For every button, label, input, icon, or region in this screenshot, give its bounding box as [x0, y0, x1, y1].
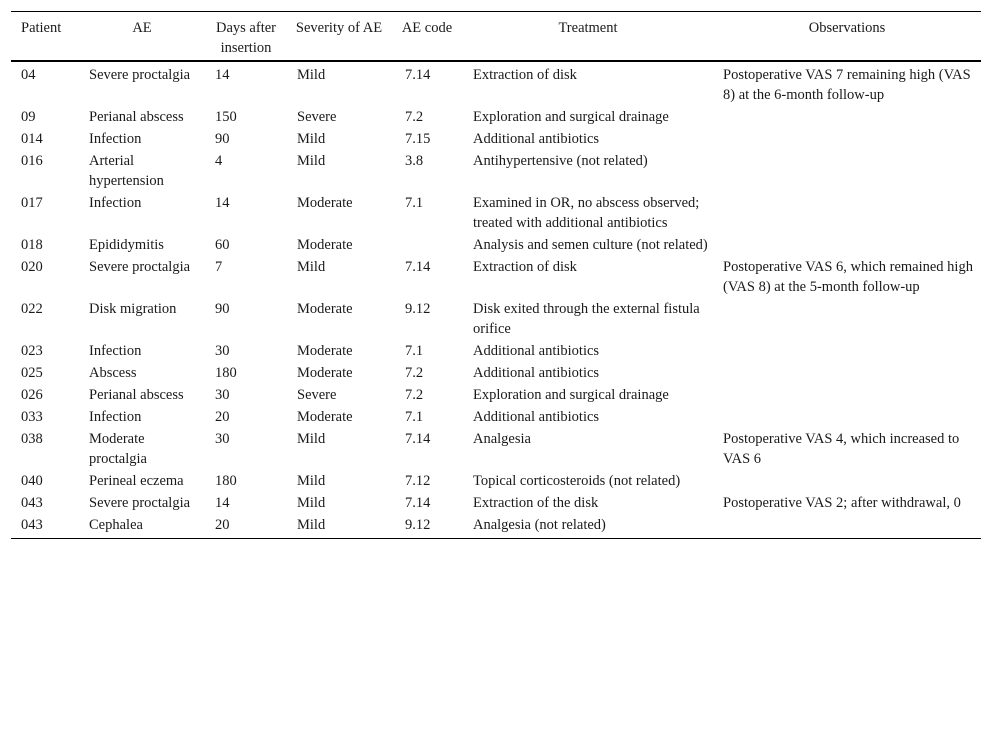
cell-days: 60 [215, 237, 230, 253]
cell-severity: Severe [297, 109, 337, 125]
cell-observations [713, 128, 981, 150]
cell-treatment: Antihypertensive (not related) [473, 153, 648, 169]
table-row [11, 340, 981, 362]
cell-severity: Mild [297, 259, 326, 275]
cell-patient: 043 [21, 495, 43, 511]
cell-treatment: Extraction of the disk [473, 495, 599, 511]
cell-severity: Mild [297, 473, 326, 489]
cell-code: 7.15 [405, 131, 431, 147]
cell-days: 7 [215, 259, 223, 275]
cell-ae: Perianal abscess [89, 109, 184, 125]
cell-patient: 022 [21, 301, 43, 317]
cell-ae: Disk migration [89, 301, 177, 317]
cell-patient: 033 [21, 409, 43, 425]
cell-ae: Severe proctalgia [89, 67, 191, 83]
cell-code [391, 234, 463, 256]
header-days: Days after insertion [216, 20, 276, 56]
cell-code: 7.14 [405, 67, 431, 83]
cell-code: 7.2 [405, 365, 424, 381]
cell-code: 7.2 [405, 109, 424, 125]
cell-observations [713, 234, 981, 256]
table-row [11, 106, 981, 128]
cell-code: 7.12 [405, 473, 431, 489]
cell-treatment: Exploration and surgical drainage [473, 109, 669, 125]
cell-treatment: Disk exited through the external fistula orifice [473, 301, 700, 337]
cell-days: 30 [215, 431, 230, 447]
table-row [11, 406, 981, 428]
cell-severity: Mild [297, 67, 326, 83]
cell-treatment: Analgesia (not related) [473, 517, 606, 533]
cell-ae: Epididymitis [89, 237, 164, 253]
cell-treatment: Examined in OR, no abscess observed; treated with additional antibiotics [473, 195, 700, 231]
cell-severity: Moderate [297, 237, 353, 253]
header-severity: Severity of AE [295, 20, 383, 36]
cell-treatment: Extraction of disk [473, 259, 577, 275]
table-row [11, 234, 981, 256]
cell-severity: Mild [297, 153, 326, 169]
cell-severity: Moderate [297, 409, 353, 425]
adverse-events-table [11, 11, 981, 539]
cell-code: 7.2 [405, 387, 424, 403]
cell-patient: 043 [21, 517, 43, 533]
table-row [11, 61, 981, 106]
header-patient: Patient [21, 20, 62, 36]
cell-observations [713, 384, 981, 406]
cell-code: 7.14 [405, 495, 431, 511]
cell-severity: Moderate [297, 301, 353, 317]
cell-ae: Abscess [89, 365, 137, 381]
header-ae: AE [132, 20, 152, 36]
header-code: AE code [401, 20, 453, 36]
cell-treatment: Additional antibiotics [473, 343, 600, 359]
cell-patient: 023 [21, 343, 43, 359]
cell-observations: Postoperative VAS 6, which remained high (VAS 8) at the 5-month follow-up [723, 259, 973, 295]
cell-days: 20 [215, 517, 230, 533]
table-row [11, 428, 981, 470]
cell-severity: Mild [297, 131, 326, 147]
table-row [11, 298, 981, 340]
cell-observations [713, 192, 981, 234]
cell-code: 9.12 [405, 517, 431, 533]
cell-code: 9.12 [405, 301, 431, 317]
cell-treatment: Analgesia [473, 431, 531, 447]
cell-severity: Severe [297, 387, 337, 403]
cell-severity: Moderate [297, 365, 353, 381]
cell-patient: 026 [21, 387, 43, 403]
table-row [11, 470, 981, 492]
table-row [11, 514, 981, 539]
cell-days: 14 [215, 67, 230, 83]
table-row [11, 128, 981, 150]
cell-observations: Postoperative VAS 7 remaining high (VAS 8) at the 6-month follow-up [723, 67, 971, 103]
table-row [11, 492, 981, 514]
cell-observations [713, 298, 981, 340]
cell-days: 180 [215, 365, 237, 381]
cell-patient: 040 [21, 473, 43, 489]
cell-treatment: Analysis and semen culture (not related) [473, 237, 708, 253]
cell-ae: Perineal eczema [89, 473, 184, 489]
cell-days: 14 [215, 195, 230, 211]
adverse-events-table-container [11, 11, 981, 539]
cell-ae: Infection [89, 343, 142, 359]
cell-patient: 016 [21, 153, 43, 169]
cell-severity: Moderate [297, 343, 353, 359]
cell-code: 7.1 [405, 343, 424, 359]
cell-ae: Severe proctalgia [89, 495, 191, 511]
cell-days: 180 [215, 473, 237, 489]
cell-treatment: Extraction of disk [473, 67, 577, 83]
cell-observations [713, 470, 981, 492]
table-body [11, 61, 981, 539]
cell-ae: Moderate proctalgia [89, 431, 147, 467]
cell-treatment: Topical corticosteroids (not related) [473, 473, 681, 489]
cell-code: 3.8 [405, 153, 424, 169]
table-row [11, 362, 981, 384]
cell-days: 90 [215, 301, 230, 317]
cell-days: 150 [215, 109, 237, 125]
cell-observations [713, 150, 981, 192]
cell-observations [713, 340, 981, 362]
table-row [11, 256, 981, 298]
table-row [11, 150, 981, 192]
cell-ae: Infection [89, 409, 142, 425]
cell-observations [713, 406, 981, 428]
cell-severity: Moderate [297, 195, 353, 211]
cell-days: 30 [215, 343, 230, 359]
cell-ae: Perianal abscess [89, 387, 184, 403]
cell-ae: Infection [89, 131, 142, 147]
cell-days: 30 [215, 387, 230, 403]
cell-observations: Postoperative VAS 4, which increased to VAS 6 [723, 431, 960, 467]
cell-severity: Mild [297, 431, 326, 447]
header-observations: Observations [808, 20, 886, 36]
table-row [11, 192, 981, 234]
cell-patient: 020 [21, 259, 43, 275]
table-header-row [11, 12, 981, 62]
cell-patient: 04 [21, 67, 36, 83]
cell-ae: Severe proctalgia [89, 259, 191, 275]
cell-treatment: Additional antibiotics [473, 365, 600, 381]
cell-patient: 025 [21, 365, 43, 381]
cell-ae: Arterial hypertension [89, 153, 164, 189]
cell-treatment: Additional antibiotics [473, 131, 600, 147]
cell-code: 7.1 [405, 195, 424, 211]
cell-observations: Postoperative VAS 2; after withdrawal, 0 [723, 495, 961, 511]
cell-observations [713, 362, 981, 384]
table-row [11, 384, 981, 406]
cell-patient: 018 [21, 237, 43, 253]
cell-severity: Mild [297, 495, 326, 511]
cell-code: 7.14 [405, 259, 431, 275]
cell-treatment: Additional antibiotics [473, 409, 600, 425]
cell-days: 20 [215, 409, 230, 425]
cell-patient: 014 [21, 131, 43, 147]
cell-patient: 017 [21, 195, 43, 211]
cell-observations [713, 514, 981, 539]
cell-days: 14 [215, 495, 230, 511]
cell-code: 7.1 [405, 409, 424, 425]
cell-days: 4 [215, 153, 223, 169]
cell-patient: 09 [21, 109, 36, 125]
cell-ae: Infection [89, 195, 142, 211]
header-treatment: Treatment [558, 20, 618, 36]
cell-ae: Cephalea [89, 517, 143, 533]
cell-severity: Mild [297, 517, 326, 533]
cell-days: 90 [215, 131, 230, 147]
cell-patient: 038 [21, 431, 43, 447]
cell-observations [713, 106, 981, 128]
cell-treatment: Exploration and surgical drainage [473, 387, 669, 403]
cell-code: 7.14 [405, 431, 431, 447]
